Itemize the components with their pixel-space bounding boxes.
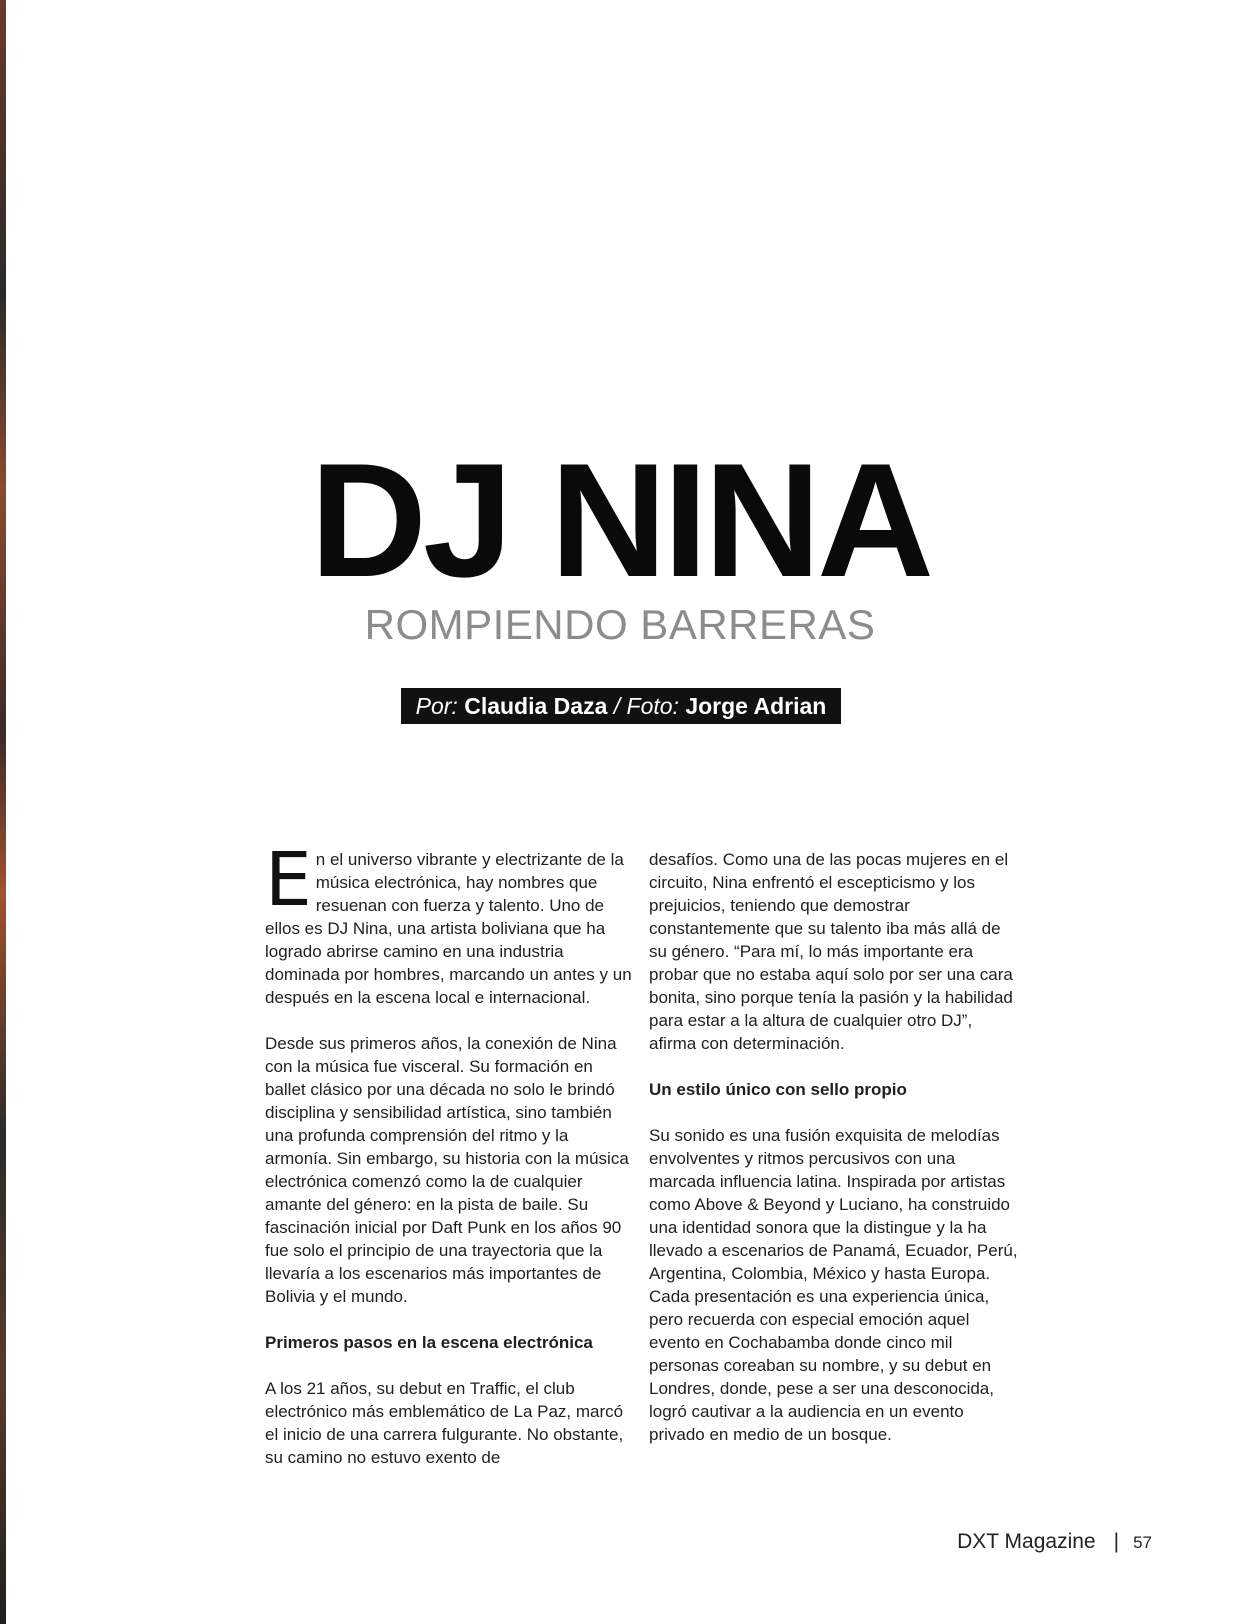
page-edge-image-strip [0,0,6,1624]
paragraph: Su sonido es una fusión exquisita de melodías envolventes y ritmos percusivos con una marcada influencia latina. Inspirada por artistas como Above & Beyond y Luciano, ha construido una identidad sonora que la distingue y la ha llevado a escenarios de Panamá, Ecuador, Perú, Argentina, Colombia, México y hasta Europa. Cada presentación es una experiencia única, pero recuerda con especial emoción aquel evento en Cochabamba donde cinco mil personas coreaban su nombre, y su debut en Londres, donde, pese a ser una desconocida, logró cautivar a la audiencia en un evento privado en medio de un bosque. [649,1126,1018,1444]
paragraph: desafíos. Como una de las pocas mujeres en el circuito, Nina enfrentó el escepticismo y los prejuicios, teniendo que demostrar constantemente que su talento iba más allá de su género. “Para mí, lo más importante era probar que no estaba aquí solo por ser una cara bonita, sino porque tenía la pasión y la habilidad para estar a la altura de cualquier otro DJ”, afirma con determinación. [649,850,1013,1053]
article-column-left [265,818,637,1492]
author-name: Claudia Daza [464,693,608,719]
paragraph [265,818,637,1009]
article-title: DJ NINA [309,430,931,611]
paragraph: Desde sus primeros años, la conexión de Nina con la música fue visceral. Su formación en ballet clásico por una década no solo le brindó disciplina y sensibilidad artística, sino también una profunda comprensión del ritmo y la armonía. Sin embargo, su historia con la música electrónica comenzó como la de cualquier amante del género: en la pista de baile. Su fascinación inicial por Daft Punk en los años 90 fue solo el principio de una trayectoria que la llevaría a los escenarios más importantes de Bolivia y el mundo. [265,1034,629,1306]
byline-bar [401,688,841,724]
author-label: Por: [415,693,458,719]
drop-cap: E [265,837,312,923]
magazine-name: DXT Magazine [957,1530,1096,1553]
article-column-right [649,848,1021,1469]
page-number: 57 [1133,1533,1152,1552]
section-heading: Primeros pasos en la escena electrónica [265,1333,593,1352]
paragraph: A los 21 años, su debut en Traffic, el club electrónico más emblemático de La Paz, marcó el inicio de una carrera fulgurante. No obstante, su camino no estuvo exento de [265,1379,624,1467]
article-subtitle: ROMPIENDO BARRERAS [364,601,876,648]
page-footer [957,1530,1152,1554]
footer-separator: | [1113,1530,1120,1553]
photographer-name: Jorge Adrian [685,693,827,719]
photo-label: Foto: [626,693,679,719]
paragraph-text: n el universo vibrante y electrizante de la música electrónica, hay nombres que resuenan con fuerza y talento. Uno de ellos es DJ Nina, una artista boliviana que ha logrado abrirse camino en una industria dominada por hombres, marcando un antes y un después en la escena local e internacional. [265,850,632,1007]
byline-separator: / [613,693,621,719]
section-heading: Un estilo único con sello propio [649,1080,907,1099]
